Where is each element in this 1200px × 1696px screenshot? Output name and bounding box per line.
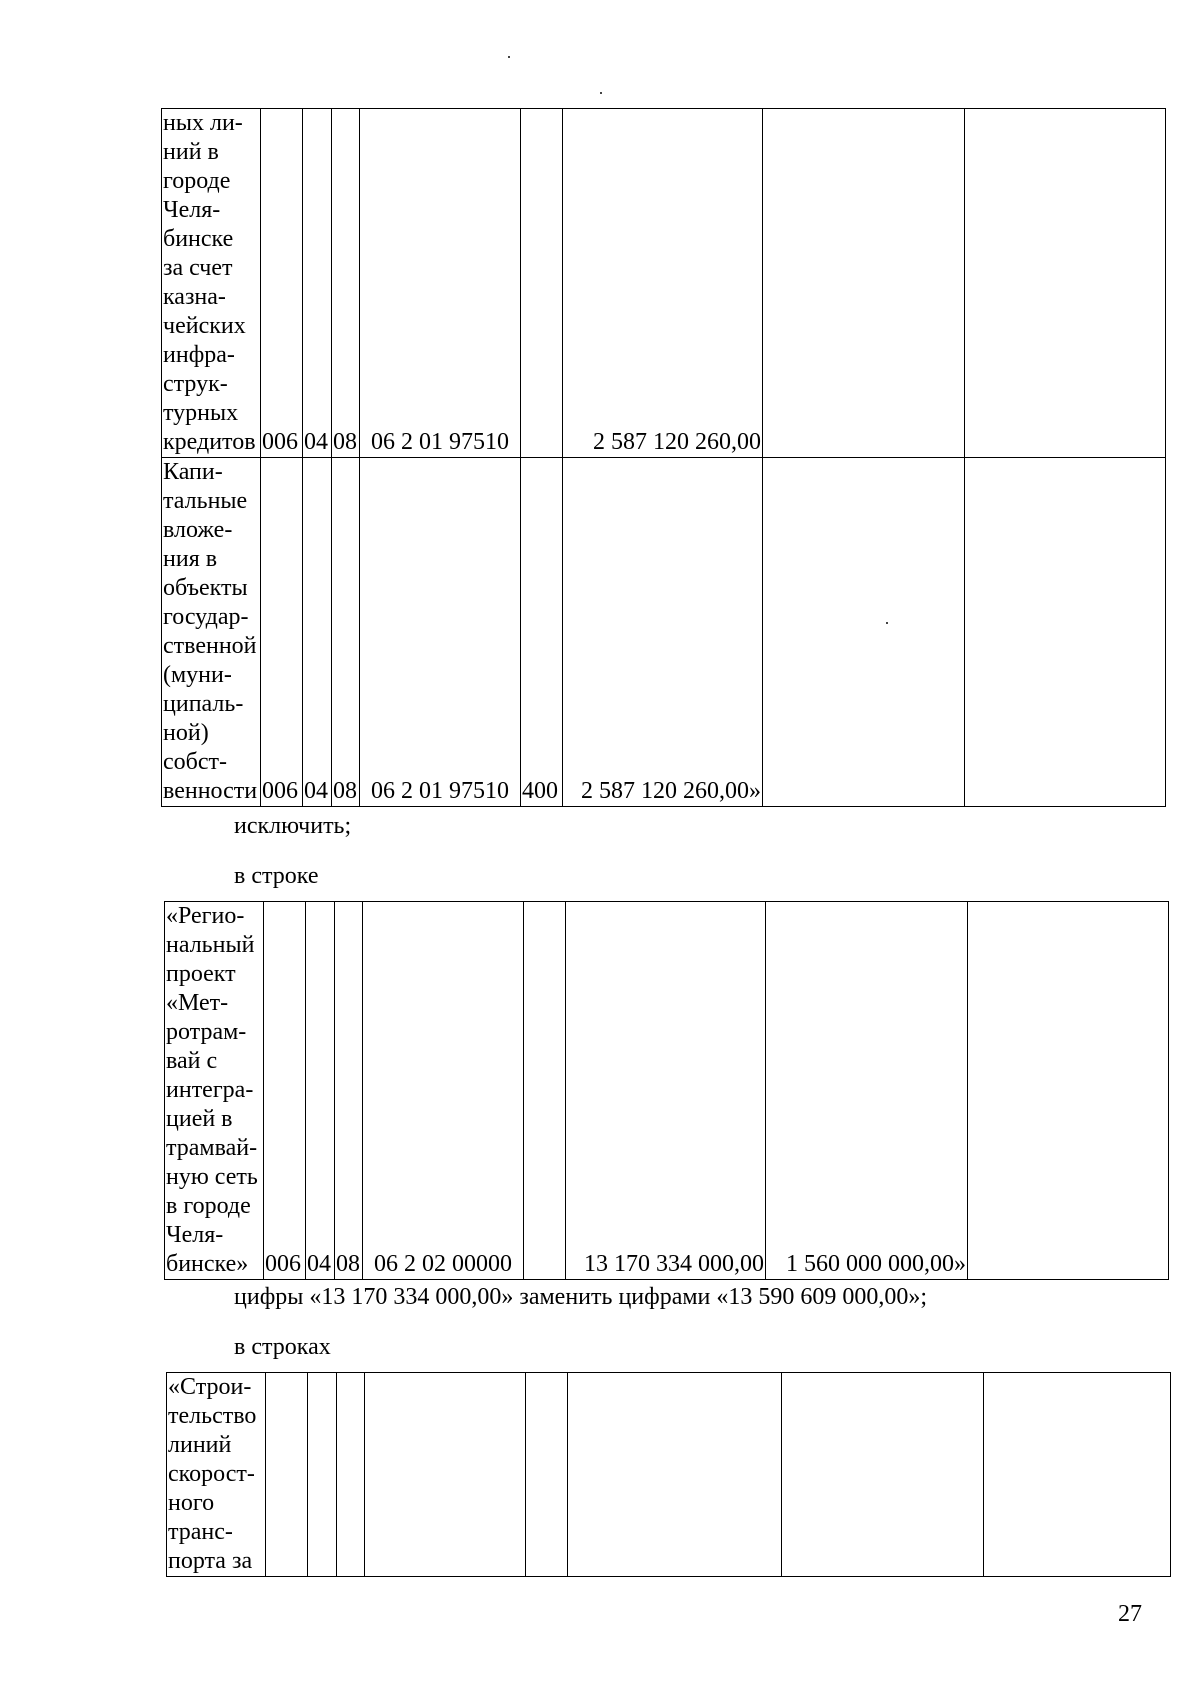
code-target-item: 06 2 01 97510 bbox=[360, 458, 521, 807]
code-section: 04 bbox=[306, 902, 335, 1280]
code-ministry bbox=[266, 1373, 308, 1577]
table-row bbox=[162, 458, 1166, 807]
code-expense-type bbox=[524, 902, 566, 1280]
code-subsection: 08 bbox=[335, 902, 363, 1280]
code-subsection: 08 bbox=[332, 109, 360, 458]
amount-3 bbox=[965, 109, 1166, 458]
amount-2 bbox=[763, 109, 965, 458]
code-subsection bbox=[337, 1373, 365, 1577]
page-number: 27 bbox=[1118, 1601, 1142, 1627]
code-target-item: 06 2 01 97510 bbox=[360, 109, 521, 458]
code-subsection: 08 bbox=[332, 458, 360, 807]
amount-1 bbox=[568, 1373, 782, 1577]
amount-2 bbox=[763, 458, 965, 807]
row-name: «Регио- нальный проект «Мет- ротрам- вай с интегра- цией в трамвай- ную сеть в городе Челя- бинске» bbox=[165, 902, 264, 1280]
amount-3 bbox=[984, 1373, 1171, 1577]
amount-1: 2 587 120 260,00 bbox=[563, 109, 763, 458]
row-name: ных ли- ний в городе Челя- бинске за счет казна- чейских инфра- струк- турных кредитов bbox=[162, 109, 261, 458]
instruction-replace-figures: цифры «13 170 334 000,00» заменить цифрами «13 590 609 000,00»; bbox=[234, 1284, 928, 1310]
instruction-in-rows: в строках bbox=[234, 1334, 331, 1360]
code-expense-type bbox=[521, 109, 563, 458]
instruction-in-row: в строке bbox=[234, 863, 319, 889]
scan-speck bbox=[508, 56, 510, 58]
budget-table-3 bbox=[166, 1372, 1171, 1577]
table-row bbox=[167, 1373, 1171, 1577]
code-expense-type bbox=[526, 1373, 568, 1577]
code-expense-type: 400 bbox=[521, 458, 563, 807]
code-section: 04 bbox=[303, 109, 332, 458]
amount-3 bbox=[965, 458, 1166, 807]
budget-table-2 bbox=[164, 901, 1169, 1280]
code-section bbox=[308, 1373, 337, 1577]
amount-1: 2 587 120 260,00» bbox=[563, 458, 763, 807]
code-ministry: 006 bbox=[264, 902, 306, 1280]
amount-2: 1 560 000 000,00» bbox=[766, 902, 968, 1280]
table-row bbox=[162, 109, 1166, 458]
table-row bbox=[165, 902, 1169, 1280]
code-target-item bbox=[365, 1373, 526, 1577]
row-name: «Строи- тельство линий скорост- ного транс- порта за bbox=[167, 1373, 266, 1577]
instruction-exclude: исключить; bbox=[234, 813, 352, 839]
amount-2 bbox=[782, 1373, 984, 1577]
scan-speck bbox=[600, 92, 602, 94]
row-name: Капи- тальные вложе- ния в объекты государ- ственной (муни- ципаль- ной) собст- венности bbox=[162, 458, 261, 807]
code-ministry: 006 bbox=[261, 109, 303, 458]
code-section: 04 bbox=[303, 458, 332, 807]
amount-1: 13 170 334 000,00 bbox=[566, 902, 766, 1280]
code-ministry: 006 bbox=[261, 458, 303, 807]
budget-table-1 bbox=[161, 108, 1166, 807]
amount-3 bbox=[968, 902, 1169, 1280]
code-target-item: 06 2 02 00000 bbox=[363, 902, 524, 1280]
